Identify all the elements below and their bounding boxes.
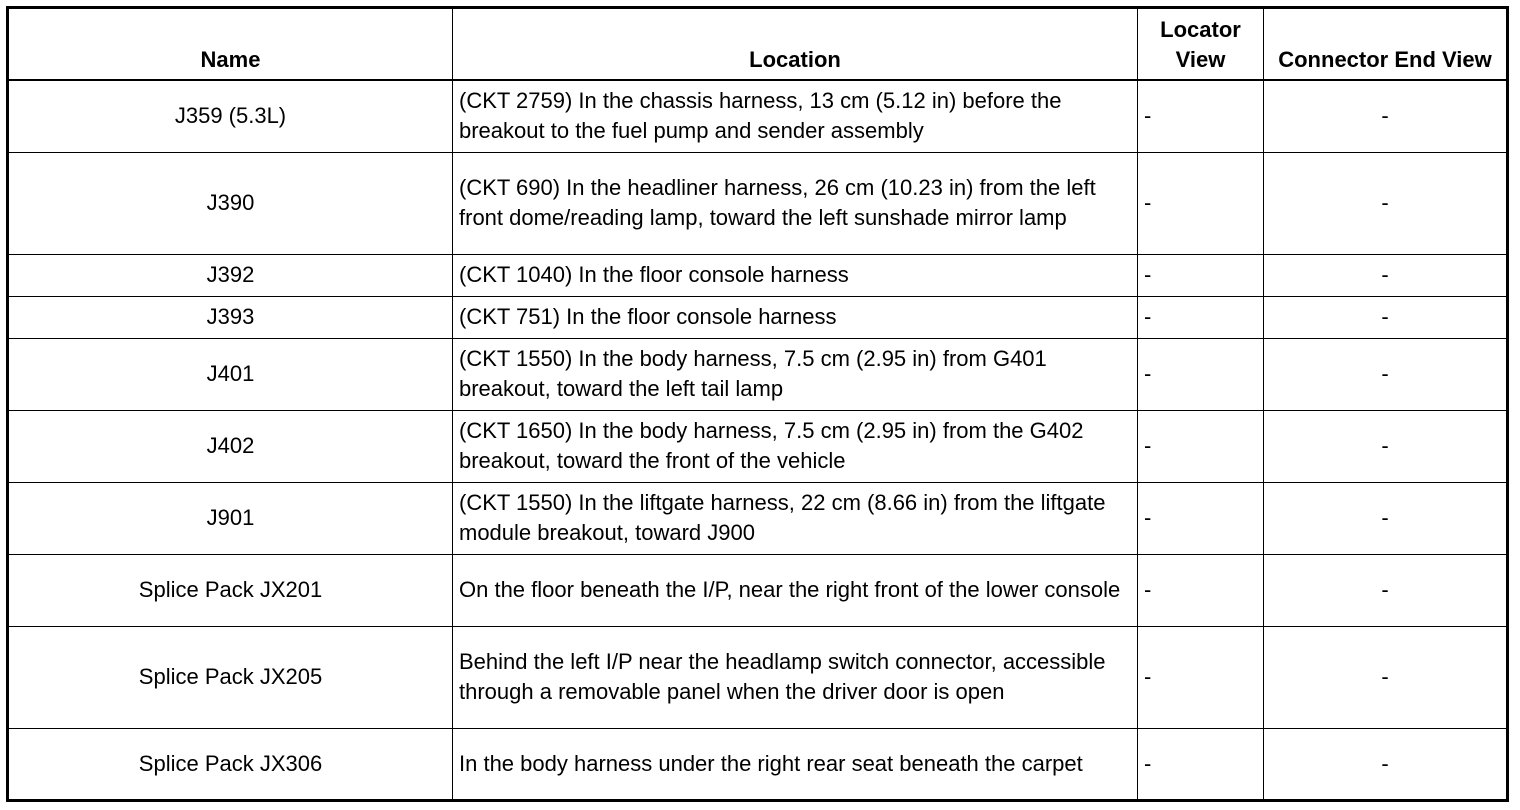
cell-name: J402 bbox=[8, 410, 453, 482]
table-row bbox=[8, 152, 1508, 254]
cell-connector-end-view: - bbox=[1264, 554, 1508, 626]
table-row bbox=[8, 338, 1508, 410]
cell-locator-view: - bbox=[1138, 152, 1264, 254]
cell-locator-view: - bbox=[1138, 80, 1264, 152]
table-row bbox=[8, 728, 1508, 800]
cell-location: (CKT 1650) In the body harness, 7.5 cm (2.95 in) from the G402 breakout, toward the front of the vehicle bbox=[453, 410, 1138, 482]
cell-connector-end-view: - bbox=[1264, 482, 1508, 554]
table-row bbox=[8, 482, 1508, 554]
cell-connector-end-view: - bbox=[1264, 254, 1508, 296]
cell-name: Splice Pack JX306 bbox=[8, 728, 453, 800]
cell-name: J390 bbox=[8, 152, 453, 254]
cell-location: Behind the left I/P near the headlamp switch connector, accessible through a removable panel when the driver door is open bbox=[453, 626, 1138, 728]
cell-name: Splice Pack JX201 bbox=[8, 554, 453, 626]
table-row bbox=[8, 554, 1508, 626]
cell-locator-view: - bbox=[1138, 410, 1264, 482]
cell-location: (CKT 690) In the headliner harness, 26 cm (10.23 in) from the left front dome/reading lamp, toward the left sunshade mirror lamp bbox=[453, 152, 1138, 254]
header-row bbox=[8, 8, 1508, 81]
header-connector-end-view: Connector End View bbox=[1264, 8, 1508, 81]
header-location: Location bbox=[453, 8, 1138, 81]
cell-locator-view: - bbox=[1138, 482, 1264, 554]
cell-location: (CKT 1040) In the floor console harness bbox=[453, 254, 1138, 296]
cell-locator-view: - bbox=[1138, 296, 1264, 338]
cell-name: J901 bbox=[8, 482, 453, 554]
cell-location: (CKT 751) In the floor console harness bbox=[453, 296, 1138, 338]
cell-connector-end-view: - bbox=[1264, 152, 1508, 254]
cell-name: J393 bbox=[8, 296, 453, 338]
cell-locator-view: - bbox=[1138, 626, 1264, 728]
cell-location: (CKT 1550) In the body harness, 7.5 cm (2.95 in) from G401 breakout, toward the left tail lamp bbox=[453, 338, 1138, 410]
cell-name: J401 bbox=[8, 338, 453, 410]
cell-connector-end-view: - bbox=[1264, 296, 1508, 338]
header-name: Name bbox=[8, 8, 453, 81]
cell-locator-view: - bbox=[1138, 554, 1264, 626]
table-row bbox=[8, 296, 1508, 338]
cell-location: (CKT 2759) In the chassis harness, 13 cm (5.12 in) before the breakout to the fuel pump and sender assembly bbox=[453, 80, 1138, 152]
cell-connector-end-view: - bbox=[1264, 80, 1508, 152]
table-row bbox=[8, 626, 1508, 728]
table-header bbox=[8, 8, 1508, 81]
cell-location: In the body harness under the right rear seat beneath the carpet bbox=[453, 728, 1138, 800]
cell-connector-end-view: - bbox=[1264, 338, 1508, 410]
cell-connector-end-view: - bbox=[1264, 626, 1508, 728]
table-row bbox=[8, 254, 1508, 296]
cell-location: (CKT 1550) In the liftgate harness, 22 cm (8.66 in) from the liftgate module breakout, toward J900 bbox=[453, 482, 1138, 554]
cell-name: Splice Pack JX205 bbox=[8, 626, 453, 728]
cell-locator-view: - bbox=[1138, 338, 1264, 410]
cell-location: On the floor beneath the I/P, near the right front of the lower console bbox=[453, 554, 1138, 626]
header-locator-view: Locator View bbox=[1138, 8, 1264, 81]
table-body bbox=[8, 80, 1508, 800]
cell-name: J392 bbox=[8, 254, 453, 296]
cell-name: J359 (5.3L) bbox=[8, 80, 453, 152]
cell-connector-end-view: - bbox=[1264, 410, 1508, 482]
cell-connector-end-view: - bbox=[1264, 728, 1508, 800]
cell-locator-view: - bbox=[1138, 254, 1264, 296]
table-row bbox=[8, 80, 1508, 152]
cell-locator-view: - bbox=[1138, 728, 1264, 800]
splice-location-table bbox=[6, 6, 1509, 802]
table-row bbox=[8, 410, 1508, 482]
